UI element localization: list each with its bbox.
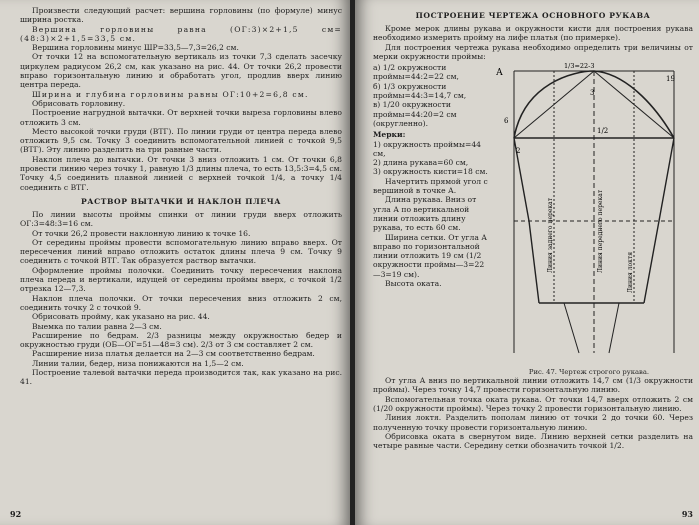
paragraph: Произвести следующий расчет: вершина горловины (по формуле) минус ширина ростка. — [20, 6, 342, 25]
cuff-left — [564, 303, 579, 353]
section-heading: ПОСТРОЕНИЕ ЧЕРТЕЖА ОСНОВНОГО РУКАВА — [415, 11, 651, 20]
paragraph: Ширина и глубина горловины равны ОГ:10+2=6,8 см. — [32, 89, 309, 99]
right-page — [355, 0, 699, 525]
paragraph: Кроме мерок длины рукава и окружности кисти для построения рукава необходимо измерить пройму на лифе платья (по примерке). — [373, 24, 693, 43]
label-front-line: Линия переднего перекат — [597, 190, 604, 274]
paragraph: Построение нагрудной вытачки. От верхней точки выреза горловины влево отложить 3 см. — [20, 108, 342, 127]
list-item: 2) длина рукава=60 см, — [373, 158, 469, 168]
list-item: 3) окружность кисти=18 см. — [373, 167, 488, 177]
list-item: а) 1/2 окружности проймы=44:2=22 см, — [373, 63, 459, 82]
paragraph: Для построения чертежа рукава необходимо определить три величины от мерки окружности проймы: — [373, 42, 693, 61]
label-19: 19 — [666, 75, 675, 84]
sleeve-drawing — [494, 63, 684, 363]
figure-caption: Рис. 47. Чертеж строгого рукава. — [528, 368, 650, 377]
list-item: в) 1/20 окружности проймы=44:20=2 см (округленно). — [373, 100, 457, 128]
section-heading: РАСТВОР ВЫТАЧКИ И НАКЛОН ПЛЕЧА — [80, 196, 282, 206]
page-number: 93 — [681, 509, 693, 519]
label-2: 2 — [516, 147, 521, 156]
paragraph: Расширение низа платья делается на 2—3 см соответственно бедрам. — [32, 349, 315, 359]
paragraph: От угла А вниз по вертикальной линии отложить 14,7 см (1/3 окружности проймы). Через точку 14,7 провести горизонтальную линию. — [373, 376, 693, 395]
cuff-right — [609, 303, 619, 353]
paragraph: Линия локтя. Разделить пополам линию от точки 2 до точки 60. Через полученную точку провести горизонтальную линию. — [373, 413, 693, 432]
measure-column — [373, 63, 488, 376]
paragraph: Оформление проймы полочки. Соединить точку пересечения наклона плеча переда и вертикали, идущей от середины проймы вверх, с точкой 1/2 отрезка 12—7,3. — [20, 265, 342, 294]
label-top: 1/3=22-3 — [564, 63, 595, 71]
paragraph: Наклон плеча полочки. От точки пересечения вниз отложить 2 см, соединить точку 2 с точкой 9. — [20, 293, 342, 312]
paragraph: От точки 26,2 провести наклонную линию к точке 16. — [32, 228, 251, 238]
paragraph: Начертить прямой угол с вершиной в точке А. — [373, 176, 488, 196]
label-elbow-line: Линия локтя — [627, 252, 634, 294]
paragraph: Обрисовать горловину. — [32, 98, 126, 108]
paragraph: Длина рукава. Вниз от угла А по вертикальной линии отложить длину рукава, то есть 60 см. — [373, 195, 477, 233]
paragraph: Ширина сетки. От угла А вправо по горизонтальной линии отложить 19 см (1/2 окружности проймы—3=22—3=19 см). — [373, 232, 488, 279]
left-bottom-text — [20, 210, 342, 387]
text-and-figure — [373, 63, 693, 376]
label-6: 6 — [504, 117, 509, 126]
paragraph: Место высокой точки груди (ВТГ). По линии груди от центра переда влево отложить 9,5 см. Точку 3 соединить вспомогательной линией с точкой 9,5 (ВТГ). Эту линию разделить на три равные части. — [20, 126, 342, 155]
paragraph: По линии высоты проймы спинки от линии груди вверх отложить ОГ:3=48:3=16 см. — [20, 209, 342, 229]
paragraph: Вершина горловины равна (ОГ:3)×2+1,5 см=(48:3)×2+1,5=33,5 см. — [20, 24, 342, 43]
paragraph: Вспомогательная точка оката рукава. От точки 14,7 вверх отложить 2 см (1/20 окружности проймы). Через точку 2 провести горизонтальную линию. — [373, 394, 693, 414]
left-top-text — [20, 6, 342, 192]
label-3: 3 — [590, 89, 595, 98]
paragraph: Обрисовка оката в свернутом виде. Линию верхней сетки разделить на четыре равные части. Середину сетки обозначить точкой 1/2. — [373, 431, 693, 451]
label-a: А — [496, 68, 503, 79]
paragraph: Обрисовать пройму, как указано на рис. 44. — [32, 312, 210, 322]
paragraph: Вершина горловины минус ШР=33,5—7,3=26,2 см. — [32, 43, 239, 53]
page-number: 92 — [10, 509, 22, 519]
paragraph: От середины проймы провести вспомогательную линию вправо вверх. От пересечения линий вправо отложить остаток длины плеча 9 см. Точку 9 соединить с точкой ВТГ. Так образуется раствор вытачки. — [20, 237, 342, 266]
label-half: 1/2 — [597, 127, 609, 136]
paragraph: Наклон плеча до вытачки. От точки 3 вниз отложить 1 см. От точки 6,8 провести линию через точку 1, равную 1/3 длины плеча, то есть 13,5:3=4,5 см. Точку 4,5 соединить плавной линией с верхней точкой 1/4, а точку 1/4 соединить с ВТГ. — [20, 154, 342, 192]
list-item: б) 1/3 окружности проймы=44:3=14,7 см, — [373, 81, 467, 101]
paragraph: От точки 12 на вспомогательную вертикаль из точки 7,3 сделать засечку циркулем радиусом 26,2 см, как указано на рис. 44. От точки 26,2 провести вправо горизонтальную линию и обработать угол, продлив вверх линию центра переда. — [20, 52, 342, 90]
paragraph: Высота оката. — [385, 279, 442, 289]
sleeve-figure — [494, 63, 684, 376]
paragraph: Линии талии, бедер, низа понижаются на 1,5—2 см. — [32, 358, 244, 368]
paragraph: Выемка по талии равна 2—3 см. — [32, 321, 162, 331]
paragraph: Расширение по бедрам. 2/3 разницы между окружностью бедер и окружностью груди (ОБ—ОГ=51—48=3 см). 2/3 от 3 см составляет 2 см. — [20, 330, 342, 350]
list-heading: Мерки: — [373, 130, 406, 140]
paragraph: Построение талевой вытачки переда производится так, как указано на рис. 41. — [20, 367, 342, 387]
label-back-line: Линия заднего перекат — [547, 198, 554, 274]
list-item: 1) окружность проймы=44 см, — [373, 139, 482, 158]
